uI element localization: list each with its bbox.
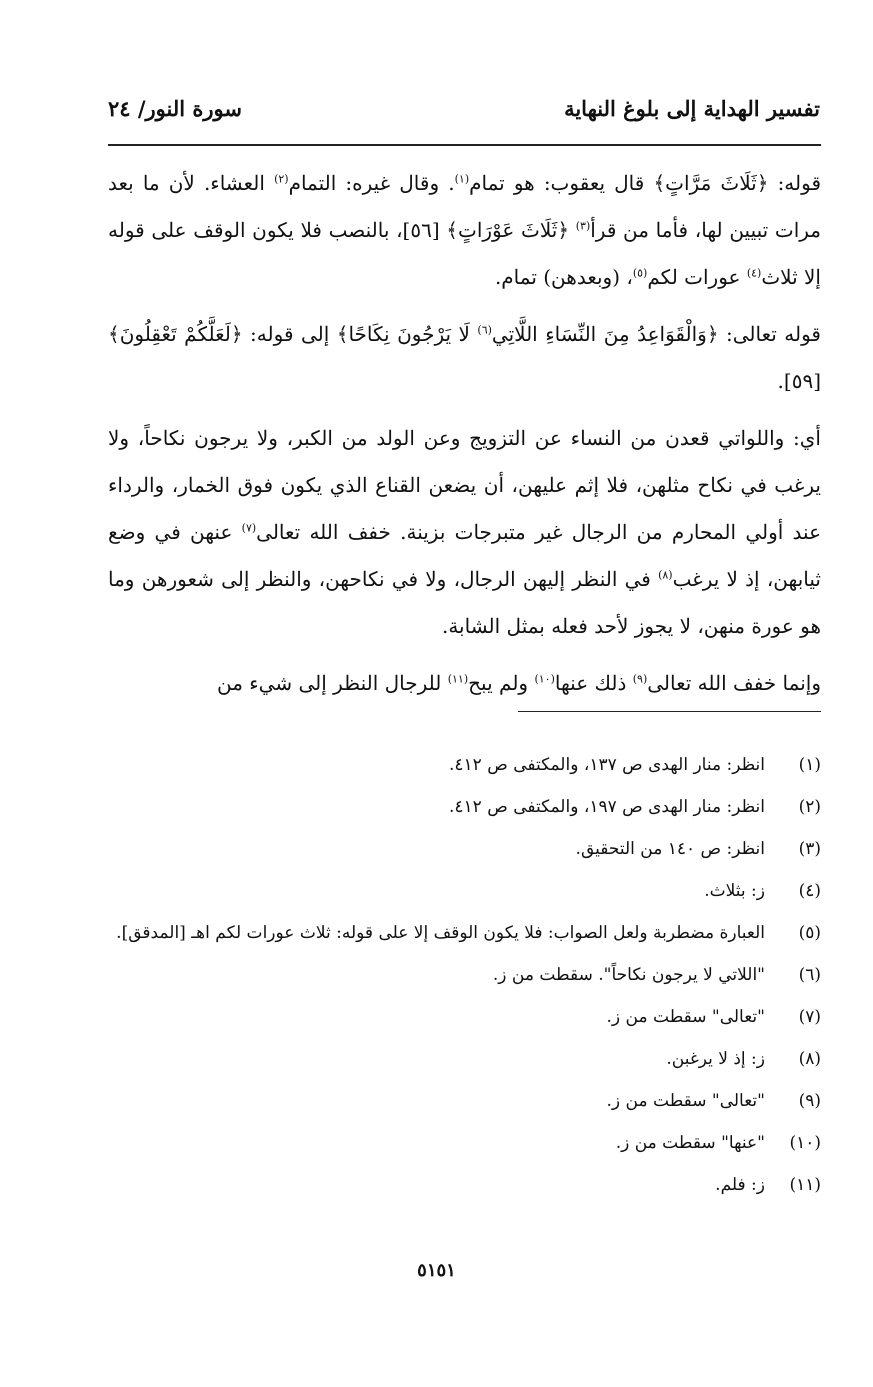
footnote-text: "تعالى" سقطت من ز. xyxy=(606,1091,765,1111)
paragraph-1 xyxy=(108,160,821,301)
footnote xyxy=(108,954,821,996)
text-run: عورات لكم xyxy=(647,265,747,289)
footnote-number: (١٠) xyxy=(789,1133,821,1153)
footnote-number: (٤) xyxy=(798,881,821,901)
footnote-text: العبارة مضطربة ولعل الصواب: فلا يكون الوقف إلا على قوله: ثلاث عورات لكم اهـ [المدقق]. xyxy=(116,923,765,943)
footnote xyxy=(108,1164,821,1206)
footnote-separator xyxy=(518,711,821,712)
footnote xyxy=(108,912,821,954)
text-run: عنهن في وضع ثيابهن، إذ لا يرغب xyxy=(108,520,821,591)
footnote-text: "اللاتي لا يرجون نكاحاً". سقطت من ز. xyxy=(492,965,765,985)
footnote-ref: (٩) xyxy=(632,672,648,686)
footnote-text: انظر: منار الهدى ص ١٩٧، والمكتفى ص ٤١٢. xyxy=(449,797,765,817)
book-title: تفسير الهداية إلى بلوغ النهاية xyxy=(564,96,820,121)
footnote xyxy=(108,828,821,870)
header-rule xyxy=(108,144,821,146)
text-run: ولم يبح xyxy=(468,671,535,695)
footnote-text: ز: فلم. xyxy=(715,1175,765,1195)
footnote-ref: (٥) xyxy=(632,266,648,280)
footnote-number: (٢) xyxy=(798,797,821,817)
footnote-text: "تعالى" سقطت من ز. xyxy=(606,1007,765,1027)
text-run: أي: واللواتي قعدن من النساء عن التزويج وعن الولد من الكبر، ولا يرجون نكاحاً، ولا يرغب في نكاح مثلهن، فلا إثم عليهن، أن يضعن القناع الذي يكون فوق الخمار، والرداء عند أولي المحارم من الرجال غير متبرجات بزينة. خفف الله تعالى xyxy=(108,426,821,544)
footnote-number: (٨) xyxy=(798,1049,821,1069)
footnote xyxy=(108,1038,821,1080)
footnote-ref: (٢) xyxy=(274,172,289,186)
footnote-number: (٥) xyxy=(798,923,821,943)
text-run: العشاء. لأن ما بعد مرات تبيين لها، فأما من قرأ xyxy=(108,171,822,242)
footnote-ref: (٨) xyxy=(658,568,673,582)
text-run: . وقال غيره: التمام xyxy=(288,171,455,195)
surah-label: سورة النور/ ٢٤ xyxy=(108,96,243,121)
footnote xyxy=(108,1122,821,1164)
footnote-text: انظر: منار الهدى ص ١٣٧، والمكتفى ص ٤١٢. xyxy=(449,755,765,775)
footnote-ref: (٦) xyxy=(477,323,492,337)
footnote-text: انظر: ص ١٤٠ من التحقيق. xyxy=(575,839,765,859)
footnote-ref: (٣) xyxy=(575,219,591,233)
main-text xyxy=(108,160,821,707)
footnote-number: (٣) xyxy=(798,839,821,859)
text-run: قوله تعالى: ﴿وَالْقَوَاعِدُ مِنَ النِّسَاءِ اللَّاتِي xyxy=(491,322,821,346)
text-run: وإنما خفف الله تعالى xyxy=(647,671,821,695)
footnote xyxy=(108,870,821,912)
footnote-ref: (٧) xyxy=(241,521,257,535)
footnote-ref: (٤) xyxy=(746,266,762,280)
text-run: للرجال النظر إلى شيء من xyxy=(216,671,448,695)
footnote-number: (٩) xyxy=(798,1091,821,1111)
footnote-number: (٦) xyxy=(798,965,821,985)
text-run: ذلك عنها xyxy=(554,671,633,695)
page-number: ٥١٥١ xyxy=(417,1260,456,1281)
footnotes-list xyxy=(108,744,821,1206)
footnote-number: (٧) xyxy=(798,1007,821,1027)
text-run: في النظر إليهن الرجال، ولا في نكاحهن، والنظر إلى شعورهن وما هو عورة منهن، لا يجوز لأحد فعله بمثل الشابة. xyxy=(108,567,821,638)
text-run: ، (وبعدهن) تمام. xyxy=(494,265,633,289)
footnote xyxy=(108,786,821,828)
footnote-ref: (١١) xyxy=(447,672,469,686)
footnote-number: (١١) xyxy=(789,1175,821,1195)
text-run: قوله: ﴿ثَلَاثَ مَرَّاتٍ﴾ قال يعقوب: هو تمام xyxy=(469,171,822,195)
paragraph-4 xyxy=(108,660,821,707)
footnote-ref: (١٠) xyxy=(534,672,555,686)
text-run: لَا يَرْجُونَ نِكَاحًا﴾ إلى قوله: ﴿لَعَلَّكُمْ تَعْقِلُونَ﴾ [٥٩]. xyxy=(108,322,821,393)
footnote xyxy=(108,996,821,1038)
paragraph-3 xyxy=(108,415,821,650)
footnote-number: (١) xyxy=(798,755,821,775)
footnote xyxy=(108,1080,821,1122)
footnote-text: ز: بثلاث. xyxy=(704,881,765,901)
running-header xyxy=(108,96,820,136)
text-run: ﴿ثَلَاثَ عَوْرَاتٍ﴾ [٥٦]، بالنصب فلا يكون الوقف على قوله إلا ثلاث xyxy=(108,218,821,289)
footnote-ref: (١) xyxy=(454,172,470,186)
footnote-text: "عنها" سقطت من ز. xyxy=(615,1133,765,1153)
footnote xyxy=(108,744,821,786)
footnote-text: ز: إذ لا يرغبن. xyxy=(666,1049,765,1069)
paragraph-2 xyxy=(108,311,821,405)
